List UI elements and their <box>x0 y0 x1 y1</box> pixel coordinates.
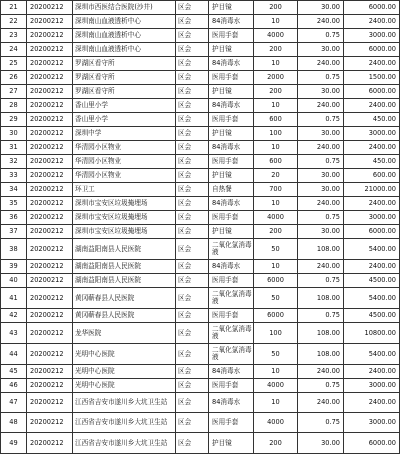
recipient-unit-cell: 华清园小区物业 <box>73 169 176 183</box>
district-cell: 区会 <box>176 141 209 155</box>
row-number-cell: 37 <box>1 225 27 239</box>
unit-price-cell: 0.75 <box>298 211 344 225</box>
row-number-cell: 45 <box>1 365 27 379</box>
unit-price-cell: 108.00 <box>298 344 344 365</box>
item-name-cell: 二氧化氯消毒液 <box>209 344 254 365</box>
table-row <box>1 323 400 344</box>
quantity-cell: 4000 <box>254 211 298 225</box>
district-cell: 区会 <box>176 183 209 197</box>
amount-cell: 5400.00 <box>344 288 400 309</box>
recipient-unit-cell: 罗湖区看守所 <box>73 71 176 85</box>
district-cell: 区会 <box>176 239 209 260</box>
table-row <box>1 85 400 99</box>
amount-cell: 3000.00 <box>344 413 400 433</box>
table-row <box>1 155 400 169</box>
district-cell: 区会 <box>176 43 209 57</box>
amount-cell: 6000.00 <box>344 1 400 15</box>
table-row <box>1 1 400 15</box>
table-row <box>1 99 400 113</box>
recipient-unit-cell: 香山里小学 <box>73 113 176 127</box>
item-name-cell: 84消毒水 <box>209 15 254 29</box>
row-date-cell: 20200212 <box>27 413 73 433</box>
row-date-cell: 20200212 <box>27 379 73 393</box>
item-name-cell: 护目镜 <box>209 85 254 99</box>
recipient-unit-cell: 深圳南山血液透析中心 <box>73 15 176 29</box>
amount-cell: 4500.00 <box>344 309 400 323</box>
row-date-cell: 20200212 <box>27 274 73 288</box>
amount-cell: 4500.00 <box>344 274 400 288</box>
row-date-cell: 20200212 <box>27 183 73 197</box>
quantity-cell: 50 <box>254 344 298 365</box>
quantity-cell: 10 <box>254 141 298 155</box>
row-date-cell: 20200212 <box>27 85 73 99</box>
amount-cell: 2400.00 <box>344 260 400 274</box>
recipient-unit-cell: 罗湖区看守所 <box>73 57 176 71</box>
row-date-cell: 20200212 <box>27 309 73 323</box>
amount-cell: 2400.00 <box>344 99 400 113</box>
district-cell: 区会 <box>176 365 209 379</box>
unit-price-cell: 30.00 <box>298 169 344 183</box>
table-row <box>1 127 400 141</box>
recipient-unit-cell: 江西省吉安市遂川乡大坑卫生站 <box>73 393 176 413</box>
table-row <box>1 309 400 323</box>
quantity-cell: 50 <box>254 288 298 309</box>
quantity-cell: 4000 <box>254 413 298 433</box>
item-name-cell: 84消毒水 <box>209 99 254 113</box>
quantity-cell: 200 <box>254 85 298 99</box>
unit-price-cell: 108.00 <box>298 239 344 260</box>
item-name-cell: 医用手套 <box>209 155 254 169</box>
table-row <box>1 393 400 413</box>
amount-cell: 6000.00 <box>344 85 400 99</box>
row-date-cell: 20200212 <box>27 433 73 454</box>
row-number-cell: 29 <box>1 113 27 127</box>
row-number-cell: 38 <box>1 239 27 260</box>
table-row <box>1 211 400 225</box>
unit-price-cell: 240.00 <box>298 260 344 274</box>
row-date-cell: 20200212 <box>27 323 73 344</box>
district-cell: 区会 <box>176 274 209 288</box>
item-name-cell: 84消毒水 <box>209 393 254 413</box>
quantity-cell: 600 <box>254 155 298 169</box>
row-number-cell: 34 <box>1 183 27 197</box>
quantity-cell: 700 <box>254 183 298 197</box>
table-row <box>1 15 400 29</box>
table-row <box>1 274 400 288</box>
amount-cell: 3000.00 <box>344 379 400 393</box>
recipient-unit-cell: 黄冈蕲春县人民医院 <box>73 288 176 309</box>
item-name-cell: 医用手套 <box>209 113 254 127</box>
row-number-cell: 28 <box>1 99 27 113</box>
quantity-cell: 4000 <box>254 29 298 43</box>
unit-price-cell: 240.00 <box>298 15 344 29</box>
quantity-cell: 10 <box>254 393 298 413</box>
table-row <box>1 433 400 454</box>
row-date-cell: 20200212 <box>27 1 73 15</box>
amount-cell: 10800.00 <box>344 323 400 344</box>
item-name-cell: 医用手套 <box>209 413 254 433</box>
table-row <box>1 43 400 57</box>
row-number-cell: 43 <box>1 323 27 344</box>
item-name-cell: 医用手套 <box>209 379 254 393</box>
amount-cell: 5400.00 <box>344 344 400 365</box>
table-row <box>1 344 400 365</box>
item-name-cell: 二氧化氯消毒液 <box>209 323 254 344</box>
row-date-cell: 20200212 <box>27 344 73 365</box>
row-number-cell: 47 <box>1 393 27 413</box>
row-date-cell: 20200212 <box>27 141 73 155</box>
row-date-cell: 20200212 <box>27 393 73 413</box>
district-cell: 区会 <box>176 29 209 43</box>
row-date-cell: 20200212 <box>27 113 73 127</box>
district-cell: 区会 <box>176 393 209 413</box>
amount-cell: 2400.00 <box>344 365 400 379</box>
unit-price-cell: 0.75 <box>298 113 344 127</box>
amount-cell: 6000.00 <box>344 43 400 57</box>
unit-price-cell: 30.00 <box>298 183 344 197</box>
item-name-cell: 医用手套 <box>209 71 254 85</box>
quantity-cell: 10 <box>254 99 298 113</box>
row-number-cell: 39 <box>1 260 27 274</box>
recipient-unit-cell: 光明中心医院 <box>73 365 176 379</box>
district-cell: 区会 <box>176 379 209 393</box>
row-number-cell: 40 <box>1 274 27 288</box>
row-number-cell: 44 <box>1 344 27 365</box>
recipient-unit-cell: 光明中心医院 <box>73 344 176 365</box>
row-number-cell: 42 <box>1 309 27 323</box>
row-date-cell: 20200212 <box>27 29 73 43</box>
item-name-cell: 84消毒水 <box>209 365 254 379</box>
district-cell: 区会 <box>176 260 209 274</box>
recipient-unit-cell: 龙华医院 <box>73 323 176 344</box>
row-number-cell: 41 <box>1 288 27 309</box>
quantity-cell: 100 <box>254 127 298 141</box>
unit-price-cell: 30.00 <box>298 433 344 454</box>
table-row <box>1 169 400 183</box>
row-number-cell: 26 <box>1 71 27 85</box>
amount-cell: 2400.00 <box>344 57 400 71</box>
item-name-cell: 自热餐 <box>209 183 254 197</box>
district-cell: 区会 <box>176 344 209 365</box>
item-name-cell: 二氧化氯消毒液 <box>209 288 254 309</box>
row-date-cell: 20200212 <box>27 15 73 29</box>
row-number-cell: 49 <box>1 433 27 454</box>
table-row <box>1 260 400 274</box>
row-date-cell: 20200212 <box>27 169 73 183</box>
quantity-cell: 600 <box>254 113 298 127</box>
row-date-cell: 20200212 <box>27 288 73 309</box>
district-cell: 区会 <box>176 15 209 29</box>
amount-cell: 2400.00 <box>344 197 400 211</box>
unit-price-cell: 30.00 <box>298 225 344 239</box>
item-name-cell: 84消毒水 <box>209 197 254 211</box>
item-name-cell: 医用手套 <box>209 211 254 225</box>
item-name-cell: 84消毒水 <box>209 141 254 155</box>
unit-price-cell: 240.00 <box>298 57 344 71</box>
row-number-cell: 35 <box>1 197 27 211</box>
unit-price-cell: 0.75 <box>298 29 344 43</box>
row-number-cell: 24 <box>1 43 27 57</box>
item-name-cell: 医用手套 <box>209 274 254 288</box>
district-cell: 区会 <box>176 155 209 169</box>
quantity-cell: 2000 <box>254 71 298 85</box>
amount-cell: 6000.00 <box>344 433 400 454</box>
row-date-cell: 20200212 <box>27 43 73 57</box>
row-number-cell: 23 <box>1 29 27 43</box>
item-name-cell: 护目镜 <box>209 433 254 454</box>
district-cell: 区会 <box>176 323 209 344</box>
recipient-unit-cell: 江西省吉安市遂川乡大坑卫生站 <box>73 413 176 433</box>
district-cell: 区会 <box>176 99 209 113</box>
unit-price-cell: 240.00 <box>298 365 344 379</box>
item-name-cell: 医用手套 <box>209 309 254 323</box>
recipient-unit-cell: 湖南益阳南县人民医院 <box>73 260 176 274</box>
district-cell: 区会 <box>176 288 209 309</box>
recipient-unit-cell: 深圳市宝安区垃圾掩埋场 <box>73 225 176 239</box>
item-name-cell: 护目镜 <box>209 43 254 57</box>
row-date-cell: 20200212 <box>27 57 73 71</box>
recipient-unit-cell: 深圳市宝安区垃圾掩埋场 <box>73 197 176 211</box>
recipient-unit-cell: 环卫工 <box>73 183 176 197</box>
item-name-cell: 84消毒水 <box>209 260 254 274</box>
amount-cell: 2400.00 <box>344 15 400 29</box>
row-date-cell: 20200212 <box>27 239 73 260</box>
recipient-unit-cell: 深圳市宝安区垃圾掩埋场 <box>73 211 176 225</box>
item-name-cell: 护目镜 <box>209 225 254 239</box>
row-number-cell: 46 <box>1 379 27 393</box>
recipient-unit-cell: 深圳南山血液透析中心 <box>73 29 176 43</box>
row-number-cell: 30 <box>1 127 27 141</box>
recipient-unit-cell: 湖南益阳南县人民医院 <box>73 274 176 288</box>
quantity-cell: 10 <box>254 197 298 211</box>
quantity-cell: 4000 <box>254 379 298 393</box>
quantity-cell: 200 <box>254 43 298 57</box>
row-number-cell: 22 <box>1 15 27 29</box>
district-cell: 区会 <box>176 197 209 211</box>
district-cell: 区会 <box>176 85 209 99</box>
table-row <box>1 225 400 239</box>
quantity-cell: 6000 <box>254 309 298 323</box>
district-cell: 区会 <box>176 57 209 71</box>
amount-cell: 21000.00 <box>344 183 400 197</box>
recipient-unit-cell: 深圳南山血液透析中心 <box>73 43 176 57</box>
quantity-cell: 100 <box>254 323 298 344</box>
unit-price-cell: 240.00 <box>298 393 344 413</box>
unit-price-cell: 0.75 <box>298 379 344 393</box>
table-row <box>1 113 400 127</box>
district-cell: 区会 <box>176 113 209 127</box>
unit-price-cell: 240.00 <box>298 197 344 211</box>
quantity-cell: 50 <box>254 239 298 260</box>
unit-price-cell: 30.00 <box>298 127 344 141</box>
recipient-unit-cell: 光明中心医院 <box>73 379 176 393</box>
recipient-unit-cell: 湖南益阳南县人民医院 <box>73 239 176 260</box>
quantity-cell: 10 <box>254 365 298 379</box>
quantity-cell: 200 <box>254 225 298 239</box>
row-date-cell: 20200212 <box>27 99 73 113</box>
amount-cell: 2400.00 <box>344 141 400 155</box>
item-name-cell: 二氧化氯消毒液 <box>209 239 254 260</box>
amount-cell: 600.00 <box>344 169 400 183</box>
unit-price-cell: 108.00 <box>298 288 344 309</box>
quantity-cell: 20 <box>254 169 298 183</box>
recipient-unit-cell: 黄冈蕲春县人民医院 <box>73 309 176 323</box>
item-name-cell: 护目镜 <box>209 169 254 183</box>
item-name-cell: 护目镜 <box>209 1 254 15</box>
table-row <box>1 29 400 43</box>
table-row <box>1 288 400 309</box>
row-date-cell: 20200212 <box>27 211 73 225</box>
row-number-cell: 31 <box>1 141 27 155</box>
recipient-unit-cell: 深圳市西医结合医院(沙井) <box>73 1 176 15</box>
unit-price-cell: 30.00 <box>298 43 344 57</box>
unit-price-cell: 240.00 <box>298 141 344 155</box>
district-cell: 区会 <box>176 1 209 15</box>
row-date-cell: 20200212 <box>27 197 73 211</box>
unit-price-cell: 240.00 <box>298 99 344 113</box>
district-cell: 区会 <box>176 169 209 183</box>
unit-price-cell: 0.75 <box>298 71 344 85</box>
recipient-unit-cell: 江西省吉安市遂川乡大坑卫生站 <box>73 433 176 454</box>
quantity-cell: 200 <box>254 433 298 454</box>
table-row <box>1 141 400 155</box>
unit-price-cell: 30.00 <box>298 85 344 99</box>
amount-cell: 3000.00 <box>344 29 400 43</box>
row-number-cell: 25 <box>1 57 27 71</box>
district-cell: 区会 <box>176 127 209 141</box>
row-date-cell: 20200212 <box>27 365 73 379</box>
row-number-cell: 33 <box>1 169 27 183</box>
unit-price-cell: 0.75 <box>298 413 344 433</box>
amount-cell: 2400.00 <box>344 393 400 413</box>
quantity-cell: 10 <box>254 57 298 71</box>
unit-price-cell: 0.75 <box>298 155 344 169</box>
amount-cell: 5400.00 <box>344 239 400 260</box>
table-row <box>1 197 400 211</box>
district-cell: 区会 <box>176 71 209 85</box>
row-date-cell: 20200212 <box>27 225 73 239</box>
item-name-cell: 医用手套 <box>209 29 254 43</box>
row-number-cell: 27 <box>1 85 27 99</box>
quantity-cell: 10 <box>254 260 298 274</box>
recipient-unit-cell: 华清园小区物业 <box>73 141 176 155</box>
amount-cell: 1500.00 <box>344 71 400 85</box>
amount-cell: 450.00 <box>344 155 400 169</box>
table-row <box>1 379 400 393</box>
amount-cell: 3000.00 <box>344 127 400 141</box>
recipient-unit-cell: 香山里小学 <box>73 99 176 113</box>
district-cell: 区会 <box>176 309 209 323</box>
row-date-cell: 20200212 <box>27 155 73 169</box>
amount-cell: 6000.00 <box>344 225 400 239</box>
quantity-cell: 10 <box>254 15 298 29</box>
unit-price-cell: 0.75 <box>298 309 344 323</box>
row-number-cell: 32 <box>1 155 27 169</box>
district-cell: 区会 <box>176 413 209 433</box>
row-number-cell: 48 <box>1 413 27 433</box>
row-date-cell: 20200212 <box>27 127 73 141</box>
quantity-cell: 6000 <box>254 274 298 288</box>
quantity-cell: 200 <box>254 1 298 15</box>
table-row <box>1 71 400 85</box>
table-row <box>1 183 400 197</box>
recipient-unit-cell: 深圳中学 <box>73 127 176 141</box>
district-cell: 区会 <box>176 225 209 239</box>
unit-price-cell: 108.00 <box>298 323 344 344</box>
district-cell: 区会 <box>176 433 209 454</box>
table-row <box>1 365 400 379</box>
row-number-cell: 36 <box>1 211 27 225</box>
row-date-cell: 20200212 <box>27 71 73 85</box>
table-body <box>1 1 400 454</box>
unit-price-cell: 30.00 <box>298 1 344 15</box>
district-cell: 区会 <box>176 211 209 225</box>
recipient-unit-cell: 罗湖区看守所 <box>73 85 176 99</box>
unit-price-cell: 0.75 <box>298 274 344 288</box>
amount-cell: 3000.00 <box>344 211 400 225</box>
row-number-cell: 21 <box>1 1 27 15</box>
item-name-cell: 护目镜 <box>209 127 254 141</box>
amount-cell: 450.00 <box>344 113 400 127</box>
table-row <box>1 413 400 433</box>
recipient-unit-cell: 华清园小区物业 <box>73 155 176 169</box>
table-row <box>1 239 400 260</box>
table-row <box>1 57 400 71</box>
row-date-cell: 20200212 <box>27 260 73 274</box>
item-name-cell: 84消毒水 <box>209 57 254 71</box>
